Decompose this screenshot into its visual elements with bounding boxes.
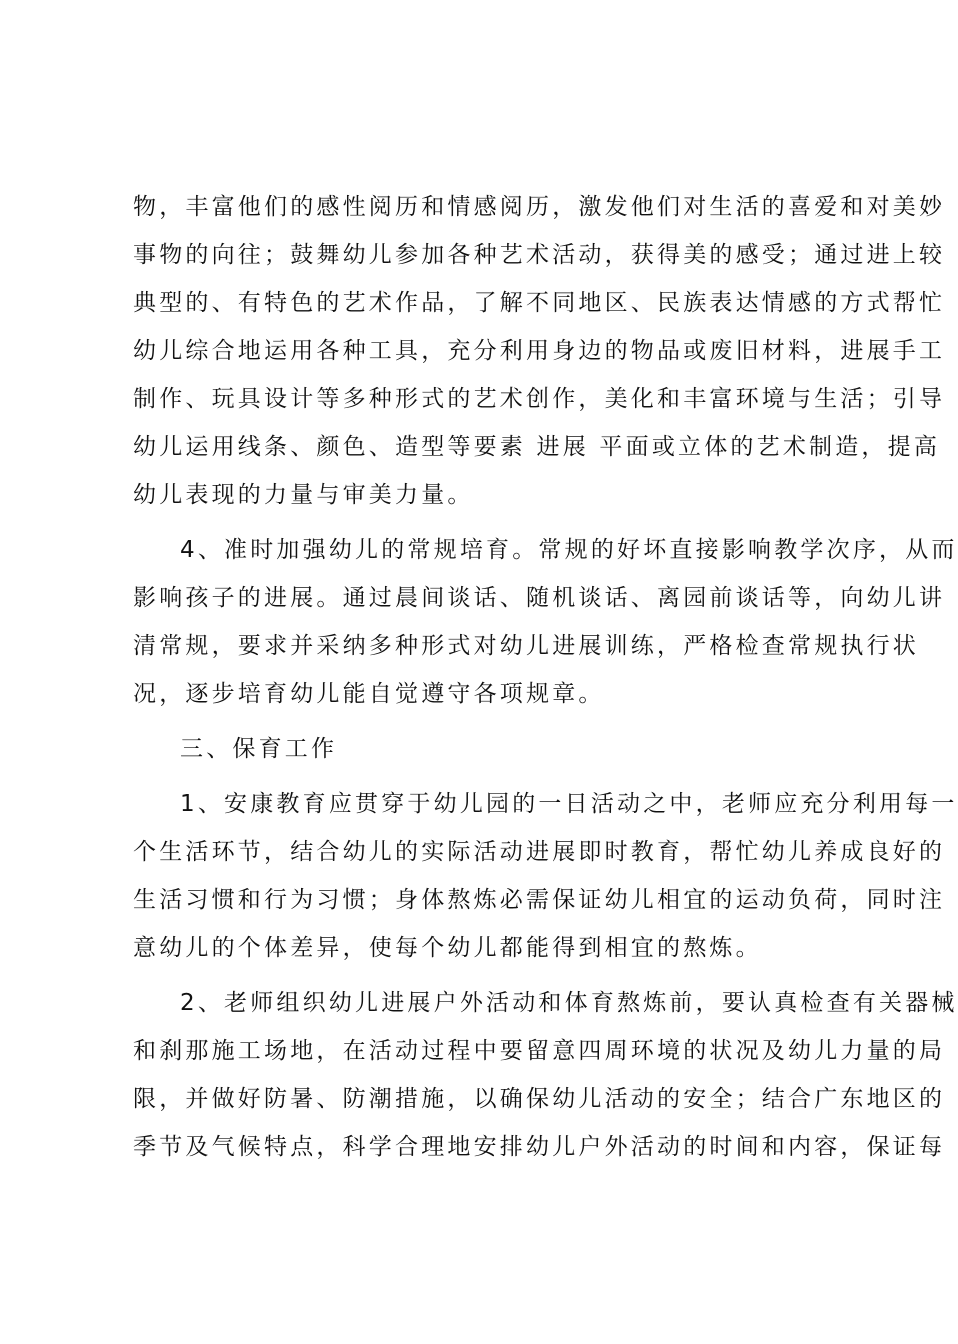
text-line: 限，并做好防暑、防潮措施，以确保幼儿活动的安全；结合广东地区的 [133, 1086, 946, 1112]
text-line: 个生活环节，结合幼儿的实际活动进展即时教育，帮忙幼儿养成良好的 [133, 839, 946, 865]
text-line: 4、准时加强幼儿的常规培育。常规的好坏直接影响教学次序，从而 [180, 537, 958, 563]
paragraph-outdoor-activity [133, 979, 958, 1171]
paragraph-routine-training [133, 526, 958, 718]
paragraph-health-education [133, 780, 958, 972]
text-line: 意幼儿的个体差异，使每个幼儿都能得到相宜的熬炼。 [133, 935, 762, 961]
text-line: 季节及气候特点，科学合理地安排幼儿户外活动的时间和内容，保证每 [133, 1134, 946, 1160]
text-line: 清常规，要求并采纳多种形式对幼儿进展训练，严格检查常规执行状 [133, 633, 919, 659]
text-line: 2、老师组织幼儿进展户外活动和体育熬炼前，要认真检查有关器械 [180, 990, 958, 1016]
text-line: 1、安康教育应贯穿于幼儿园的一日活动之中，老师应充分利用每一 [180, 791, 958, 817]
text-line: 幼儿综合地运用各种工具，充分利用身边的物品或废旧材料，进展手工 [133, 338, 946, 364]
text-line: 况，逐步培育幼儿能自觉遵守各项规章。 [133, 681, 605, 707]
text-line: 物，丰富他们的感性阅历和情感阅历，激发他们对生活的喜爱和对美妙 [133, 194, 946, 220]
text-line: 制作、玩具设计等多种形式的艺术创作，美化和丰富环境与生活；引导 [133, 386, 946, 412]
text-line: 生活习惯和行为习惯；身体熬炼必需保证幼儿相宜的运动负荷，同时注 [133, 887, 946, 913]
paragraph-art-education [133, 183, 946, 519]
text-line: 幼儿运用线条、颜色、造型等要素 进展 平面或立体的艺术制造，提高 [133, 434, 941, 460]
text-line: 典型的、有特色的艺术作品，了解不同地区、民族表达情感的方式帮忙 [133, 290, 946, 316]
text-line: 影响孩子的进展。通过晨间谈话、随机谈话、离园前谈话等，向幼儿讲 [133, 585, 946, 611]
text-line: 和刹那施工场地，在活动过程中要留意四周环境的状况及幼儿力量的局 [133, 1038, 946, 1064]
document-body [133, 183, 958, 1171]
text-line: 幼儿表现的力量与审美力量。 [133, 482, 474, 508]
section-heading-care-work: 三、保育工作 [180, 736, 338, 762]
text-line: 事物的向往；鼓舞幼儿参加各种艺术活动，获得美的感受；通过进上较 [133, 242, 946, 268]
